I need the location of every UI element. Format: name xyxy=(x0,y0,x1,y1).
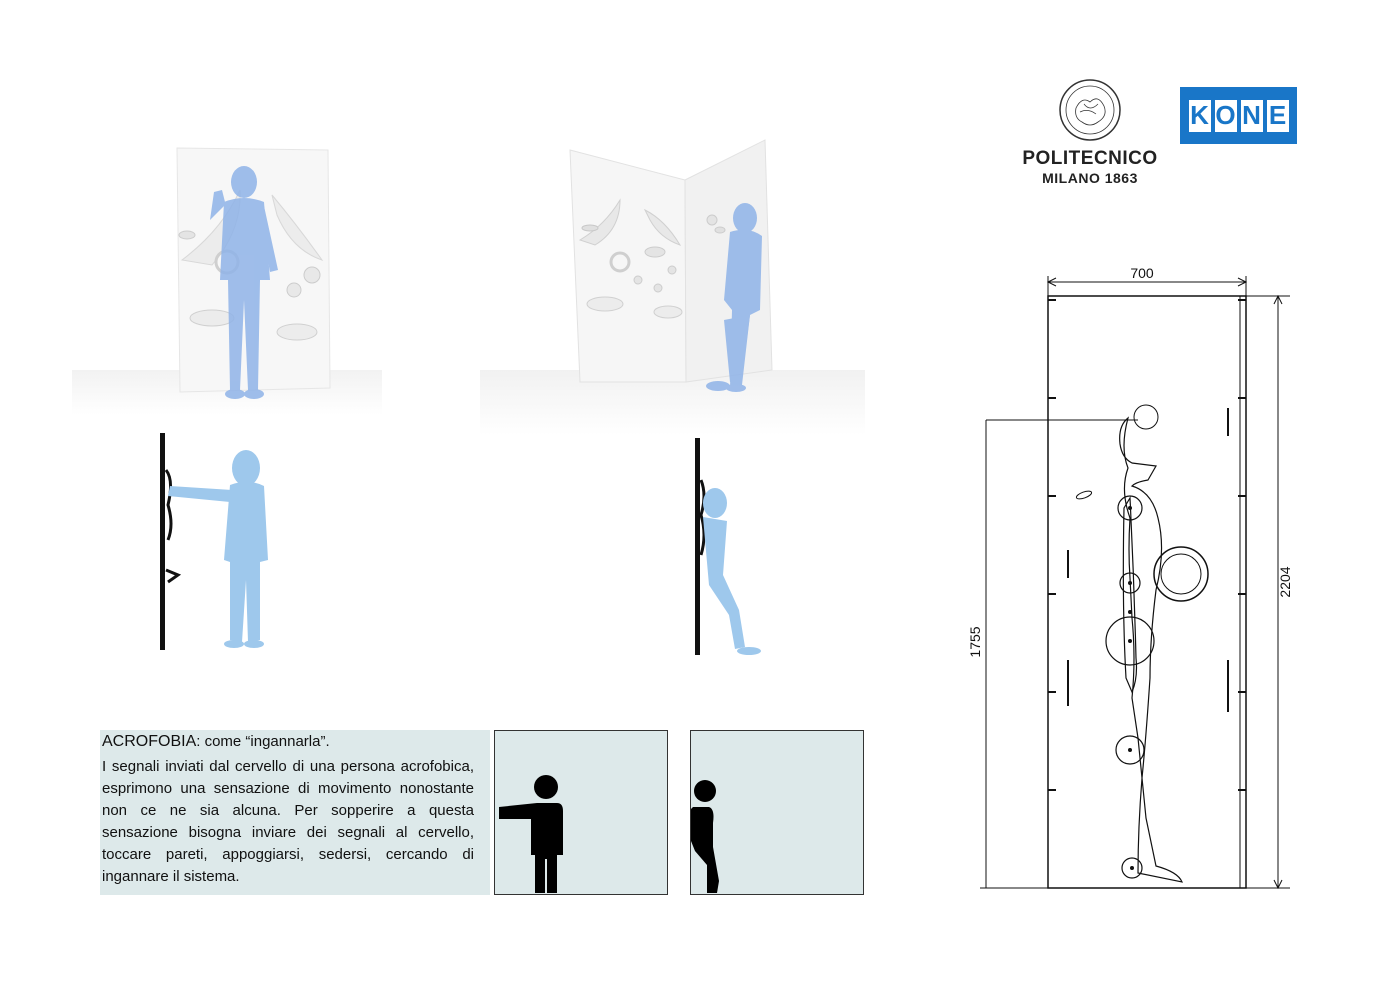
acrofobia-title xyxy=(102,733,492,751)
dimension-width: 700 xyxy=(1130,265,1154,281)
pictogram-touching-box xyxy=(494,730,668,895)
politecnico-logo xyxy=(1010,78,1170,188)
politecnico-subtitle: MILANO 1863 xyxy=(1042,170,1138,186)
politecnico-seal-icon xyxy=(1058,78,1122,142)
person-leaning-wall-icon xyxy=(691,731,863,894)
dimension-height-eye: 1755 xyxy=(967,626,983,658)
figure-touching-wall xyxy=(168,450,268,648)
acrofobia-title-upper: ACROFOBIA xyxy=(102,733,197,750)
kone-letter: K xyxy=(1190,100,1209,130)
kone-logo xyxy=(1180,87,1297,144)
politecnico-name: POLITECNICO xyxy=(1022,148,1158,169)
figure-leaning-wall xyxy=(703,488,761,655)
render-wall-corner xyxy=(480,120,865,435)
pictogram-leaning-box xyxy=(690,730,864,895)
dimension-height-total: 2204 xyxy=(1277,566,1293,598)
render-wall-front xyxy=(72,120,382,415)
side-view-leaning xyxy=(685,435,775,657)
technical-drawing xyxy=(960,258,1300,898)
kone-letter: O xyxy=(1215,100,1236,130)
acrofobia-body: I segnali inviati dal cervello di una persona acrofobica, esprimono una sensazione di movimento nonostante non ce ne sia alcuna. Per sopperire a questa sensazione bisogna inviare dei segnali al cervello, toccare pareti, appoggiarsi, sedersi, cercando di ingannare il sistema. xyxy=(102,758,474,885)
kone-letter: N xyxy=(1242,100,1261,130)
person-touching-wall-icon xyxy=(495,731,667,894)
human-outline xyxy=(1120,418,1182,882)
acrofobia-title-rest: : come “ingannarla”. xyxy=(196,733,330,750)
kone-letter: E xyxy=(1267,100,1289,132)
side-view-touching xyxy=(150,430,290,655)
